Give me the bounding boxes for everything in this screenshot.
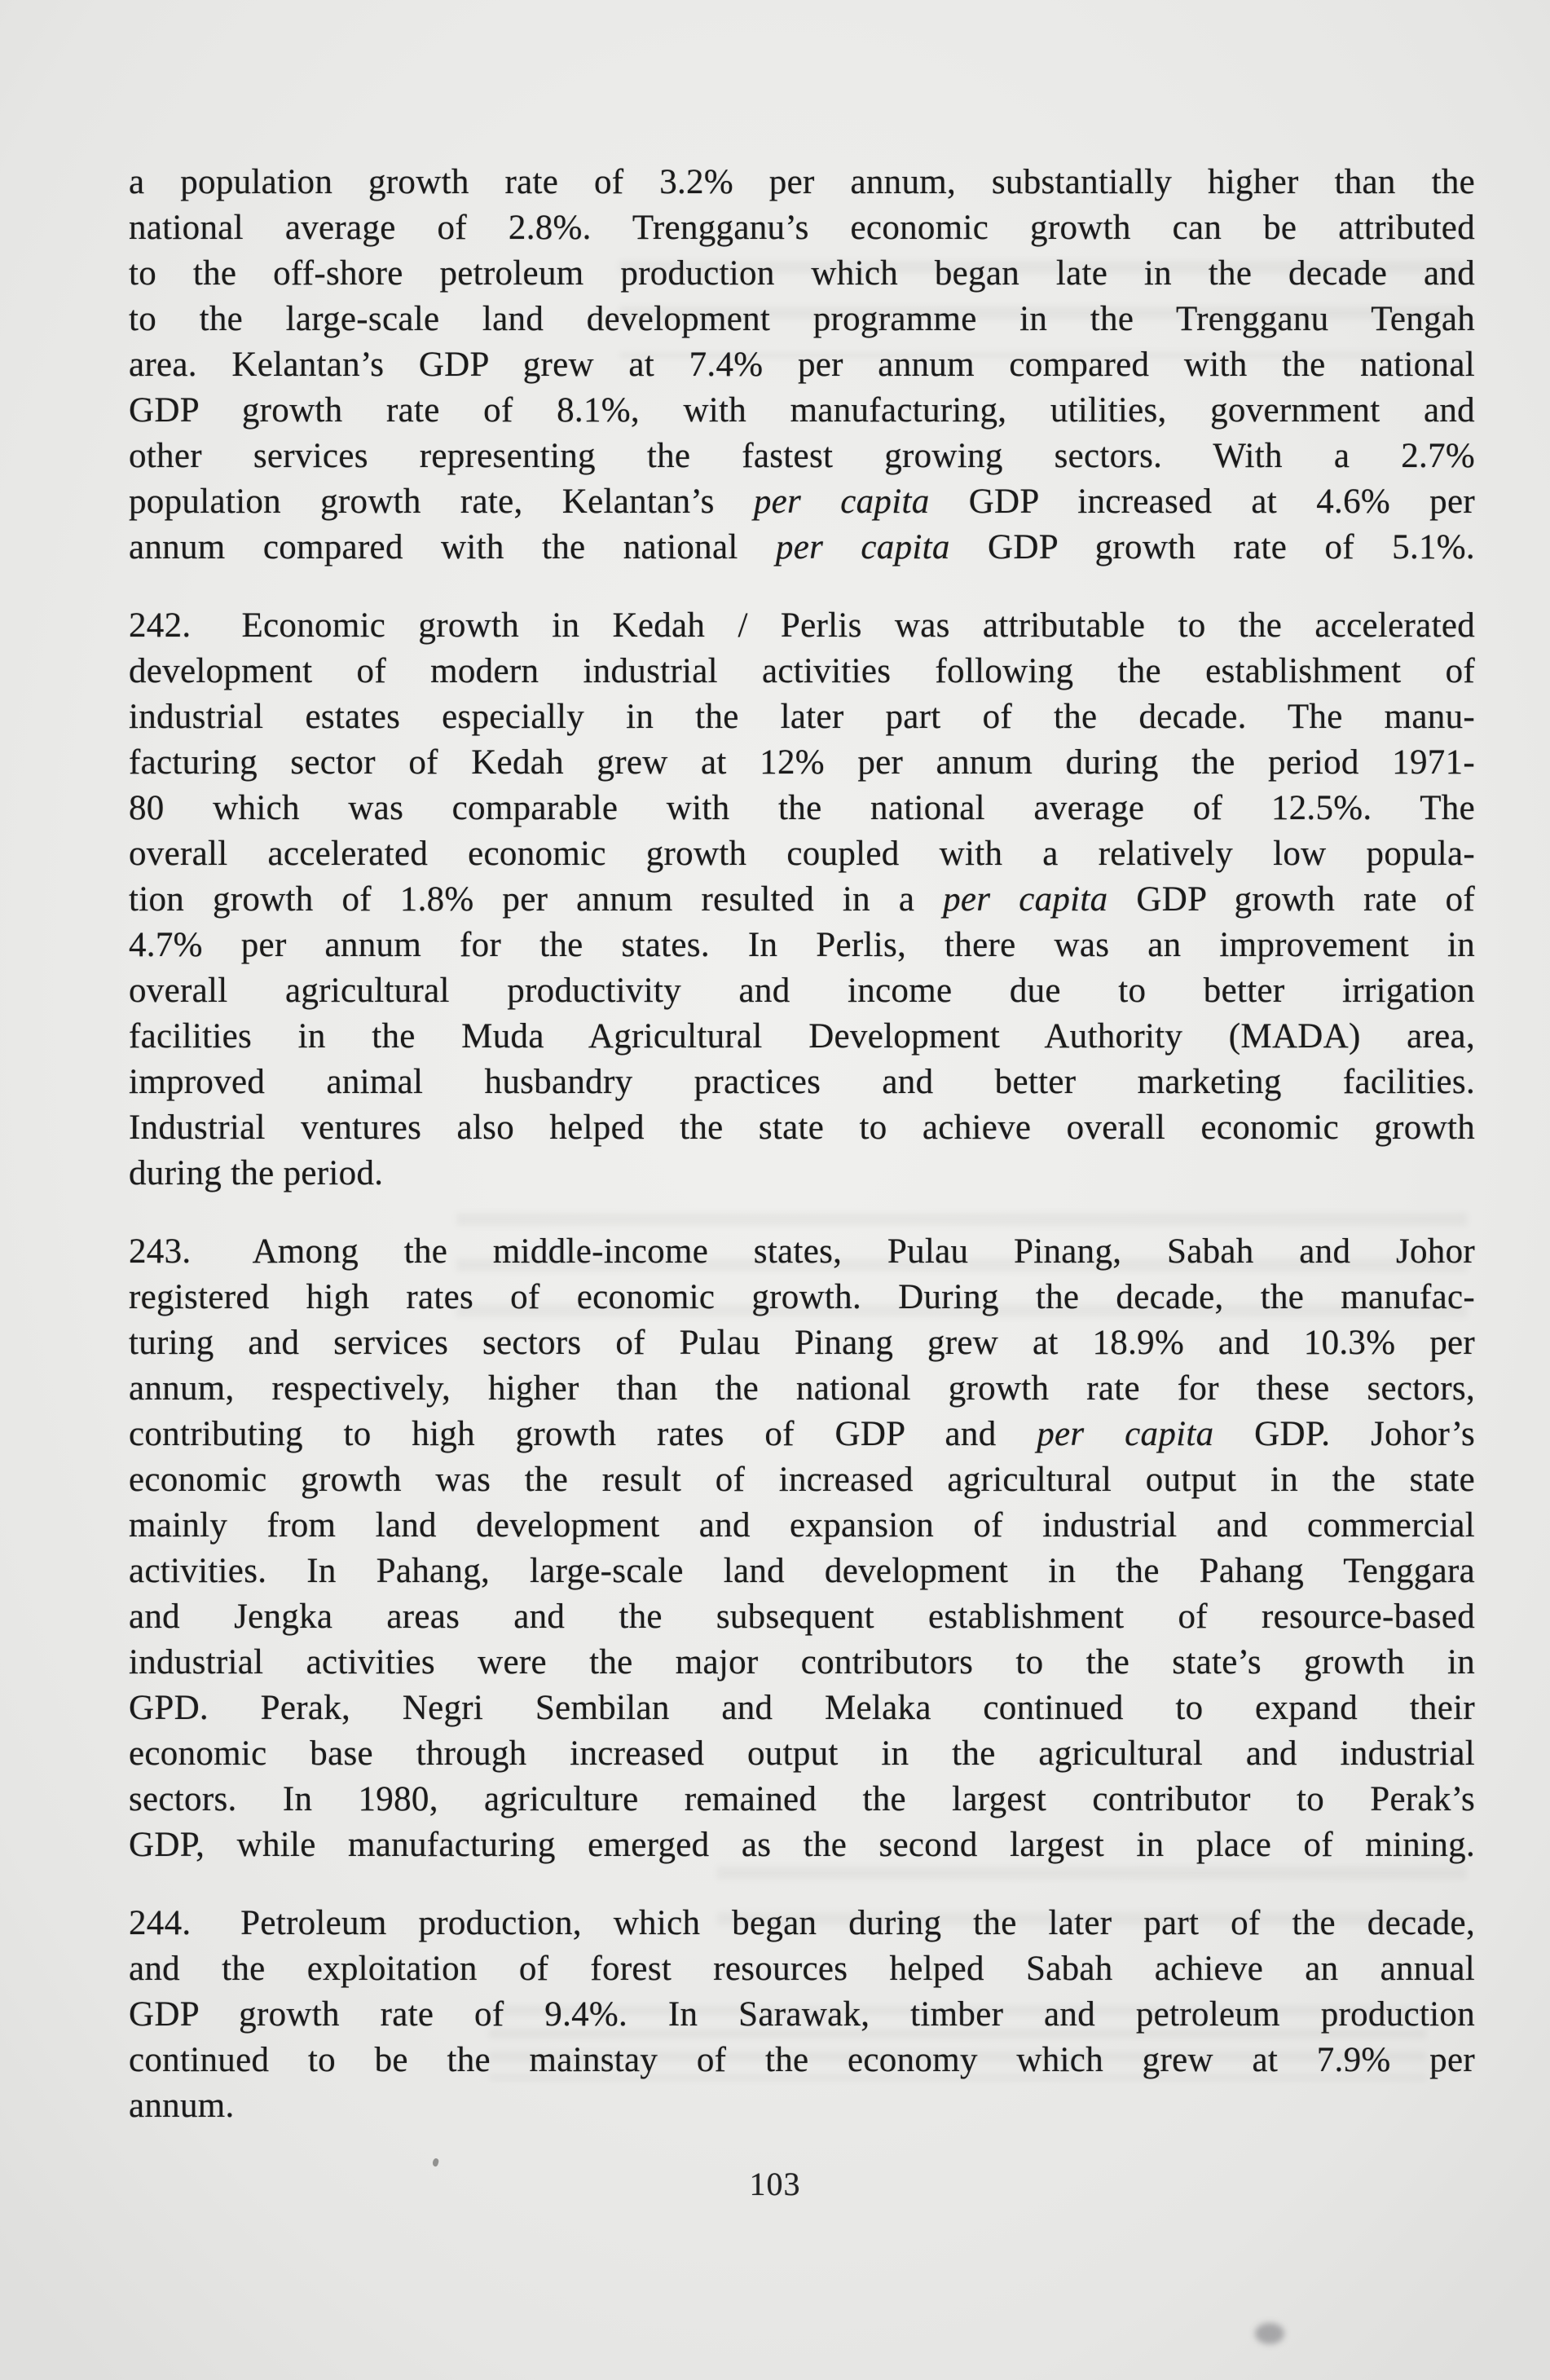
paragraph-243	[129, 1229, 1475, 1868]
text-line: continued to be the mainstay of the economy which grew at 7.9% per	[129, 2041, 1475, 2079]
paragraph-244	[129, 1901, 1475, 2129]
text-line: 4.7% per annum for the states. In Perlis, there was an improvement in	[129, 926, 1475, 964]
page-text	[129, 160, 1475, 2129]
text-line: development of modern industrial activities following the establishment of	[129, 652, 1475, 690]
text-line: and Jengka areas and the subsequent establishment of resource-based	[129, 1598, 1475, 1636]
text-line: 80 which was comparable with the national average of 12.5%. The	[129, 789, 1475, 827]
text-line: other services representing the fastest growing sectors. With a 2.7%	[129, 437, 1475, 475]
paragraph-continuation	[129, 160, 1475, 571]
text-line: industrial activities were the major contributors to the state’s growth in	[129, 1643, 1475, 1681]
text-line: mainly from land development and expansion of industrial and commercial	[129, 1506, 1475, 1545]
text-line: overall agricultural productivity and income due to better irrigation	[129, 972, 1475, 1010]
text-line: GDP, while manufacturing emerged as the second largest in place of mining.	[129, 1826, 1475, 1864]
text-line: registered high rates of economic growth. During the decade, the manufac-	[129, 1278, 1475, 1316]
text-line: GDP growth rate of 9.4%. In Sarawak, timber and petroleum production	[129, 1995, 1475, 2034]
text-line: annum, respectively, higher than the national growth rate for these sectors,	[129, 1369, 1475, 1408]
text-line: activities. In Pahang, large-scale land development in the Pahang Tenggara	[129, 1552, 1475, 1590]
paragraph-242	[129, 603, 1475, 1197]
text-line: GPD. Perak, Negri Sembilan and Melaka continued to expand their	[129, 1689, 1475, 1727]
text-line: 242. Economic growth in Kedah / Perlis was attributable to the accelerated	[129, 606, 1475, 645]
text-line: and the exploitation of forest resources helped Sabah achieve an annual	[129, 1950, 1475, 1988]
text-line: national average of 2.8%. Trengganu’s economic growth can be attributed	[129, 209, 1475, 247]
text-line: improved animal husbandry practices and better marketing facilities.	[129, 1063, 1475, 1101]
text-line: population growth rate, Kelantan’s per capita GDP increased at 4.6% per	[129, 483, 1475, 521]
scan-smudge	[1255, 2323, 1284, 2344]
text-line: annum.	[129, 2087, 235, 2125]
text-line: facturing sector of Kedah grew at 12% per annum during the period 1971-	[129, 743, 1475, 782]
text-line: Industrial ventures also helped the state to achieve overall economic growth	[129, 1108, 1475, 1147]
text-line: 244. Petroleum production, which began during the later part of the decade,	[129, 1904, 1475, 1942]
text-line: 243. Among the middle-income states, Pulau Pinang, Sabah and Johor	[129, 1232, 1475, 1271]
text-line: to the large-scale land development programme in the Trengganu Tengah	[129, 300, 1475, 338]
text-line: overall accelerated economic growth coupled with a relatively low popula-	[129, 835, 1475, 873]
text-line: facilities in the Muda Agricultural Development Authority (MADA) area,	[129, 1017, 1475, 1056]
text-line: annum compared with the national per capita GDP growth rate of 5.1%.	[129, 528, 1475, 566]
text-line: contributing to high growth rates of GDP and per capita GDP. Johor’s	[129, 1415, 1475, 1453]
text-line: GDP growth rate of 8.1%, with manufacturing, utilities, government and	[129, 391, 1475, 430]
text-line: area. Kelantan’s GDP grew at 7.4% per annum compared with the national	[129, 346, 1475, 384]
text-line: a population growth rate of 3.2% per annum, substantially higher than the	[129, 163, 1475, 201]
text-line: to the off-shore petroleum production which began late in the decade and	[129, 254, 1475, 293]
text-line: economic growth was the result of increased agricultural output in the state	[129, 1461, 1475, 1499]
page-number: 103	[749, 2166, 801, 2202]
text-line: tion growth of 1.8% per annum resulted in a per capita GDP growth rate of	[129, 880, 1475, 919]
text-line: during the period.	[129, 1154, 384, 1192]
text-line: turing and services sectors of Pulau Pinang grew at 18.9% and 10.3% per	[129, 1324, 1475, 1362]
text-line: industrial estates especially in the later part of the decade. The manu-	[129, 698, 1475, 736]
text-line: economic base through increased output in the agricultural and industrial	[129, 1734, 1475, 1773]
text-line: sectors. In 1980, agriculture remained the largest contributor to Perak’s	[129, 1780, 1475, 1818]
